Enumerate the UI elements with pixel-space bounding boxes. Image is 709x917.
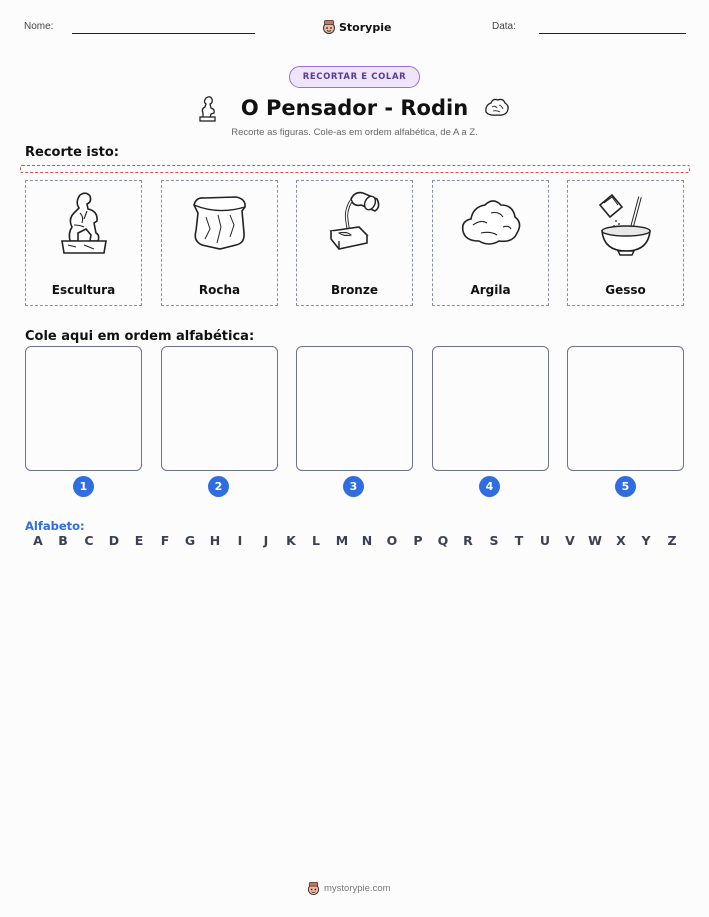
cut-card-bronze[interactable] <box>296 180 413 306</box>
cut-line <box>20 165 690 173</box>
alphabet-letter: Q <box>437 533 449 548</box>
alphabet-letter: Y <box>641 533 651 548</box>
alphabet-letter: V <box>565 533 575 548</box>
alphabet-letter: F <box>160 533 170 548</box>
paste-box-4[interactable] <box>432 346 549 471</box>
number-badge-2: 2 <box>208 476 229 497</box>
plaster-bowl-icon <box>596 189 656 259</box>
alphabet-letter: L <box>312 533 320 548</box>
worksheet-header <box>0 18 709 38</box>
paste-box-1[interactable] <box>25 346 142 471</box>
name-label: Nome: <box>24 21 54 32</box>
alphabet-letter: R <box>463 533 473 548</box>
paste-box-5[interactable] <box>567 346 684 471</box>
clay-icon <box>461 189 521 259</box>
cut-section-label: Recorte isto: <box>25 145 119 160</box>
instructions: Recorte as figuras. Cole-as em ordem alfabética, de A a Z. <box>231 127 478 138</box>
title-row <box>0 92 709 124</box>
storypie-mascot-icon <box>322 19 336 35</box>
number-badge-5: 5 <box>615 476 636 497</box>
brand-logo <box>322 18 391 36</box>
cut-card-gesso[interactable] <box>567 180 684 306</box>
cut-card-argila[interactable] <box>432 180 549 306</box>
alphabet-row <box>25 533 685 549</box>
card-label: Argila <box>470 283 511 297</box>
alphabet-letter: W <box>588 533 602 548</box>
alphabet-letter: B <box>58 533 68 548</box>
alphabet-letter: O <box>386 533 398 548</box>
alphabet-letter: P <box>413 533 423 548</box>
card-label: Rocha <box>198 283 241 297</box>
alphabet-letter: G <box>184 533 196 548</box>
date-line[interactable] <box>539 33 686 34</box>
alphabet-letter: X <box>616 533 626 548</box>
alphabet-letter: D <box>108 533 120 548</box>
alphabet-letter: T <box>514 533 524 548</box>
footer <box>307 880 391 896</box>
alphabet-title: Alfabeto: <box>25 519 85 533</box>
alphabet-letter: K <box>286 533 296 548</box>
card-label: Escultura <box>51 283 116 297</box>
alphabet-letter: U <box>539 533 551 548</box>
paste-section-label: Cole aqui em ordem alfabética: <box>25 329 255 344</box>
alphabet-letter: H <box>209 533 221 548</box>
paste-box-2[interactable] <box>161 346 278 471</box>
brand-name: Storypie <box>339 20 392 34</box>
page-title: O Pensador - Rodin <box>240 96 469 120</box>
alphabet-letter: E <box>134 533 144 548</box>
alphabet-letter: A <box>33 533 43 548</box>
alphabet-letter: I <box>237 533 243 548</box>
cut-card-rocha[interactable] <box>161 180 278 306</box>
footer-link[interactable]: mystorypie.com <box>324 882 391 894</box>
card-label: Bronze <box>331 283 378 297</box>
bronze-pouring-icon <box>325 189 385 259</box>
alphabet-letter: C <box>84 533 94 548</box>
alphabet-letter: M <box>335 533 349 548</box>
thinker-sculpture-icon <box>54 189 114 259</box>
number-badge-4: 4 <box>479 476 500 497</box>
alphabet-letter: J <box>263 533 269 548</box>
alphabet-letter: S <box>489 533 499 548</box>
date-label: Data: <box>492 21 516 32</box>
rock-small-icon <box>484 96 510 118</box>
paste-box-3[interactable] <box>296 346 413 471</box>
name-line[interactable] <box>72 33 255 34</box>
activity-badge: RECORTAR E COLAR <box>289 66 420 88</box>
storypie-mascot-icon <box>307 881 320 896</box>
cut-card-escultura[interactable] <box>25 180 142 306</box>
number-badge-1: 1 <box>73 476 94 497</box>
card-label: Gesso <box>605 283 646 297</box>
alphabet-letter: Z <box>667 533 677 548</box>
alphabet-letter: N <box>361 533 373 548</box>
number-badge-3: 3 <box>343 476 364 497</box>
rock-icon <box>190 189 250 259</box>
